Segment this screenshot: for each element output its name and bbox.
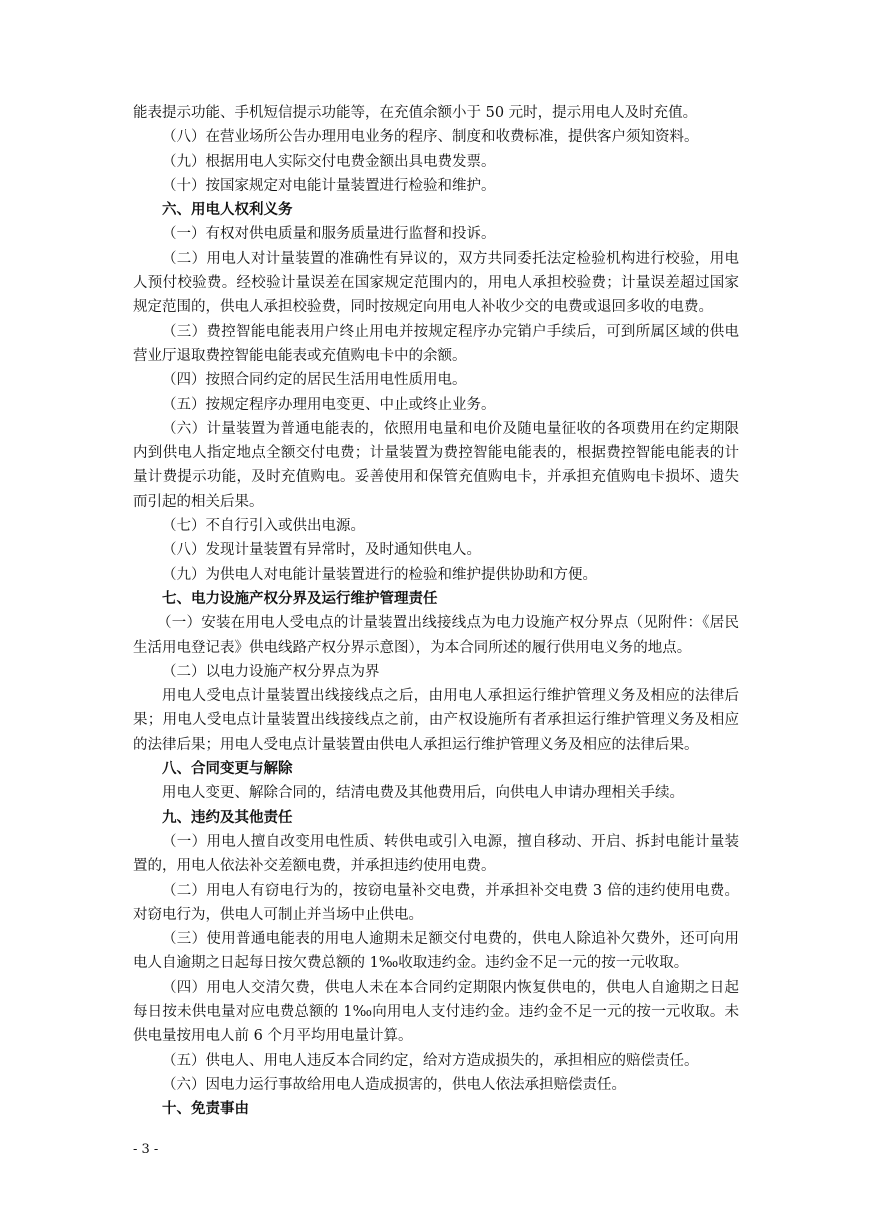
paragraph: 用电人受电点计量装置出线接线点之后，由用电人承担运行维护管理义务及相应的法律后果；用电人受电点计量装置出线接线点之前，由产权设施所有者承担运行维护管理义务及相应的法律后果；用电人受电点计量装置由供电人承担运行维护管理义务及相应的法律后果。 (133, 688, 739, 753)
paragraph: （四）用电人交清欠费，供电人未在本合同约定期限内恢复供电的，供电人自逾期之日起每日按未供电量对应电费总额的 1‰向用电人支付违约金。违约金不足一元的按一元收取。未供电量按用电人前 6 个月平均用电量计算。 (133, 979, 739, 1045)
paragraph: （一）安装在用电人受电点的计量装置出线接线点为电力设施产权分界点（见附件：《居民生活用电登记表》供电线路产权分界示意图），为本合同所述的履行供用电义务的地点。 (133, 615, 739, 656)
section-heading: 六、用电人权利义务 (162, 201, 293, 219)
paragraph: （二）以电力设施产权分界点为界 (162, 663, 380, 680)
paragraph: （六）因电力运行事故给用电人造成损害的，供电人依法承担赔偿责任。 (162, 1076, 626, 1093)
paragraph: 用电人变更、解除合同的，结清电费及其他费用后，向供电人申请办理相关手续。 (162, 785, 684, 802)
paragraph: （五）按规定程序办理用电变更、中止或终止业务。 (162, 396, 496, 413)
paragraph: （一）用电人擅自改变用电性质、转供电或引入电源，擅自移动、开启、拆封电能计量装置的，用电人依法补交差额电费，并承担违约使用电费。 (133, 833, 739, 875)
paragraph: （五）供电人、用电人违反本合同约定，给对方造成损失的，承担相应的赔偿责任。 (162, 1052, 699, 1069)
section-heading: 八、合同变更与解除 (162, 760, 293, 778)
paragraph: （二）用电人对计量装置的准确性有异议的，双方共同委托法定检验机构进行校验，用电人预付校验费。经校验计量误差在国家规定范围内的，用电人承担校验费；计量误差超过国家规定范围的，供电人承担校验费，同时按规定向用电人补收少交的电费或退回多收的电费。 (133, 250, 739, 316)
section-heading: 七、电力设施产权分界及运行维护管理责任 (162, 589, 438, 607)
paragraph: （十）按国家规定对电能计量装置进行检验和维护。 (162, 177, 496, 194)
paragraph: （八）在营业场所公告办理用电业务的程序、制度和收费标准，提供客户须知资料。 (162, 129, 699, 146)
page-number: - 3 - (133, 1142, 159, 1157)
paragraph: （一）有权对供电质量和服务质量进行监督和投诉。 (162, 226, 496, 243)
paragraph: （二）用电人有窃电行为的，按窃电量补交电费，并承担补交电费 3 倍的违约使用电费。对窃电行为，供电人可制止并当场中止供电。 (133, 882, 739, 923)
paragraph: （六）计量装置为普通电能表的，依照用电量和电价及随电量征收的各项费用在约定期限内到供电人指定地点全额交付电费；计量装置为费控智能电能表的，根据费控智能电能表的计量计费提示功能，及时充值购电。妥善使用和保管充值购电卡，并承担充值购电卡损坏、遗失而引起的相关后果。 (133, 420, 739, 510)
paragraph: （三）使用普通电能表的用电人逾期未足额交付电费的，供电人除追补欠费外，还可向用电人自逾期之日起每日按欠费总额的 1‰收取违约金。违约金不足一元的按一元收取。 (133, 931, 739, 972)
paragraph: （九）为供电人对电能计量装置进行的检验和维护提供协助和方便。 (162, 566, 597, 583)
section-heading: 九、违约及其他责任 (162, 808, 293, 826)
paragraph: （三）费控智能电能表用户终止用电并按规定程序办完销户手续后，可到所属区域的供电营业厅退取费控智能电能表或充值购电卡中的余额。 (133, 323, 739, 364)
paragraph: 能表提示功能、手机短信提示功能等，在充值余额小于 50 元时，提示用电人及时充值。 (133, 105, 698, 121)
document-body (133, 101, 739, 1121)
paragraph: （八）发现计量装置有异常时，及时通知供电人。 (162, 542, 481, 559)
paragraph: （七）不自行引入或供出电源。 (162, 518, 365, 535)
section-heading: 十、免责事由 (162, 1100, 249, 1118)
paragraph: （九）根据用电人实际交付电费金额出具电费发票。 (162, 153, 496, 170)
paragraph: （四）按照合同约定的居民生活用电性质用电。 (162, 372, 467, 389)
